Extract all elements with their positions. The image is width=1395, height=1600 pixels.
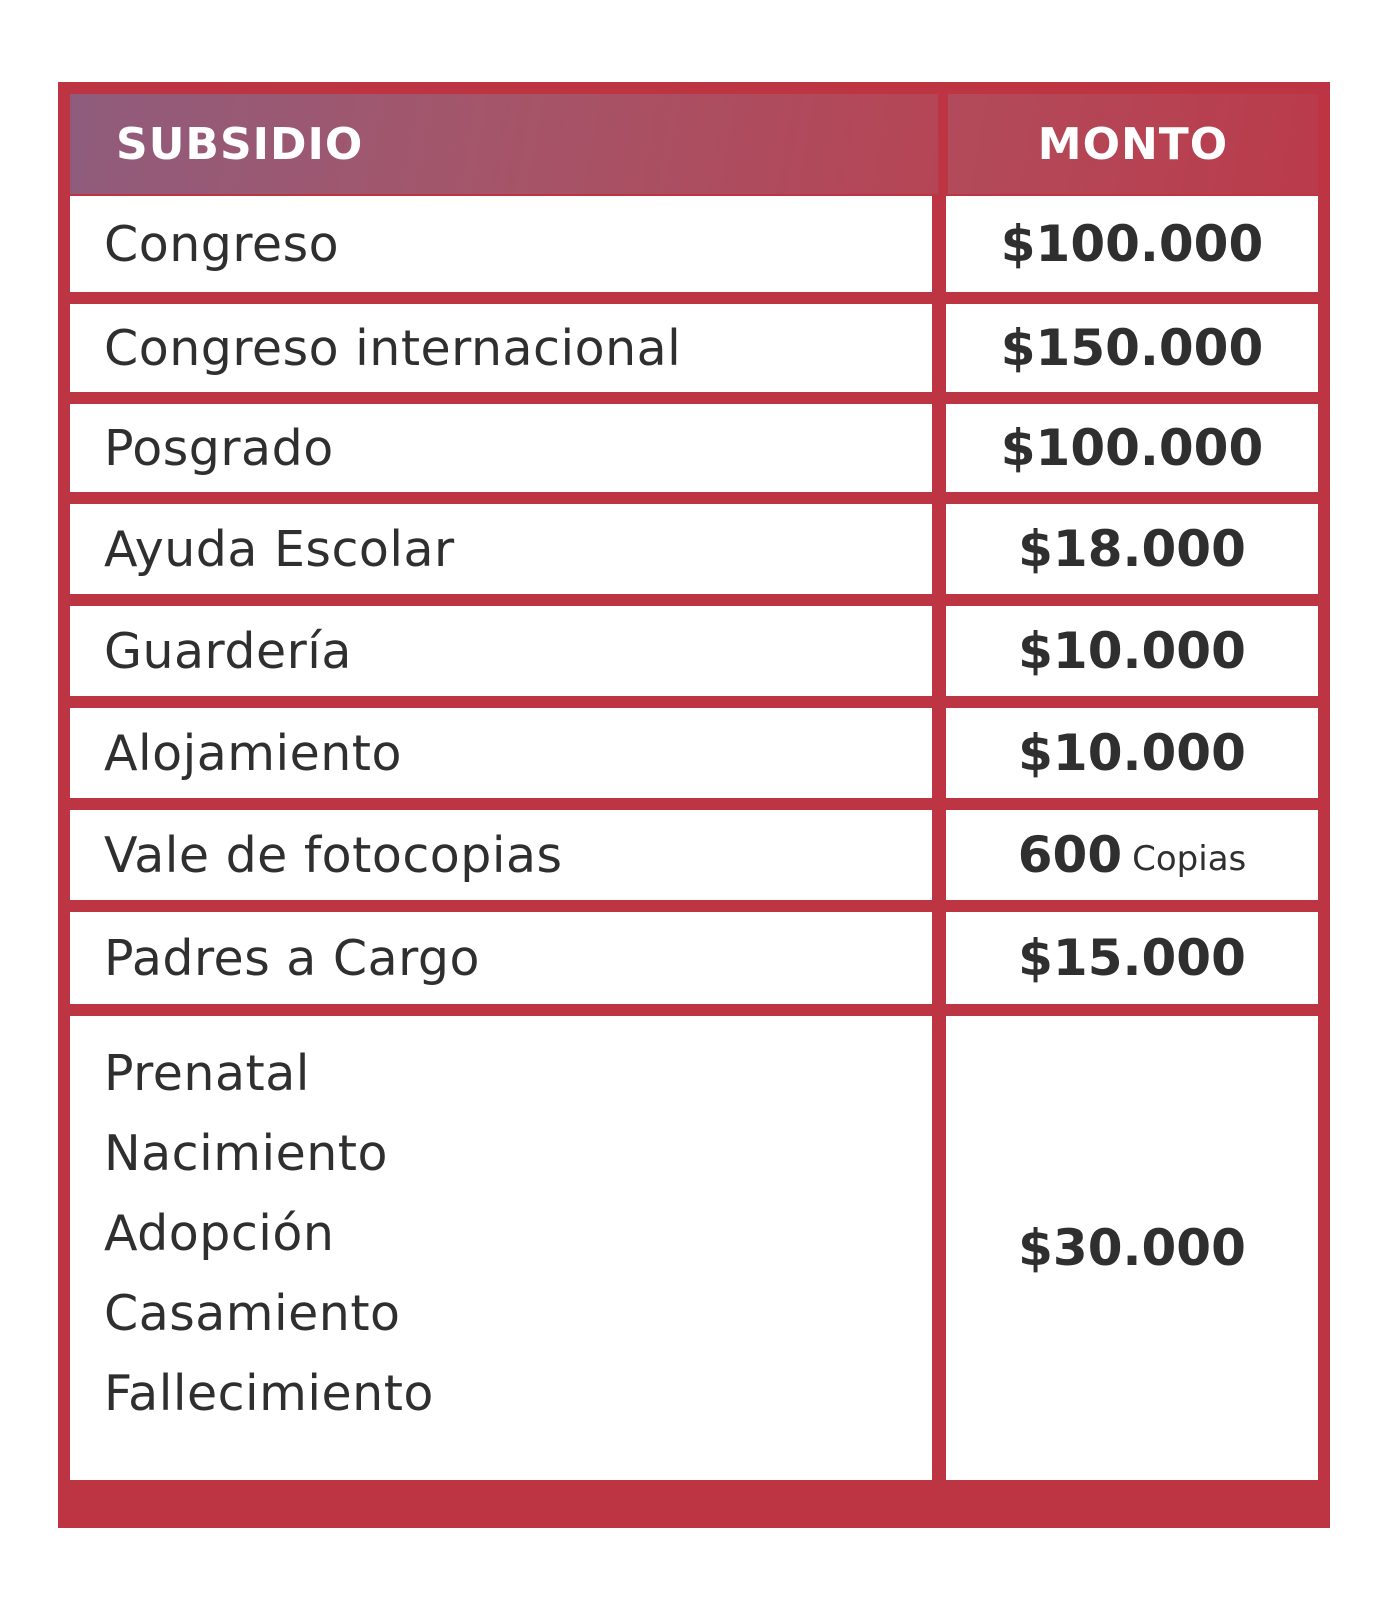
row-amount-group: $30.000 (946, 1016, 1318, 1480)
row-amount-guarderia: $10.000 (946, 606, 1318, 696)
row-label-padres-a-cargo: Padres a Cargo (70, 912, 932, 1004)
row-amount-congreso-internacional: $150.000 (946, 304, 1318, 392)
group-label-prenatal: Prenatal (104, 1045, 310, 1102)
row-label-ayuda-escolar: Ayuda Escolar (70, 504, 932, 594)
row-amount-congreso: $100.000 (946, 196, 1318, 292)
group-label-nacimiento: Nacimiento (104, 1125, 388, 1182)
row-label-alojamiento: Alojamiento (70, 708, 932, 798)
group-label-casamiento: Casamiento (104, 1285, 401, 1342)
row-label-group (70, 1016, 932, 1480)
group-label-fallecimiento: Fallecimiento (104, 1365, 434, 1422)
subsidy-table (58, 82, 1330, 1528)
copies-unit: Copias (1132, 839, 1247, 879)
row-amount-alojamiento: $10.000 (946, 708, 1318, 798)
row-amount-posgrado: $100.000 (946, 404, 1318, 492)
row-amount-padres-a-cargo: $15.000 (946, 912, 1318, 1004)
header-subsidy: SUBSIDIO (70, 94, 938, 194)
row-label-posgrado: Posgrado (70, 404, 932, 492)
row-amount-ayuda-escolar: $18.000 (946, 504, 1318, 594)
row-label-vale-fotocopias: Vale de fotocopias (70, 810, 932, 900)
copies-count: 600 (1017, 826, 1123, 884)
row-label-congreso-internacional: Congreso internacional (70, 304, 932, 392)
row-amount-vale-fotocopias (946, 810, 1318, 900)
header-amount: MONTO (948, 94, 1318, 194)
row-label-guarderia: Guardería (70, 606, 932, 696)
row-label-congreso: Congreso (70, 196, 932, 292)
group-label-adopcion: Adopción (104, 1205, 335, 1262)
